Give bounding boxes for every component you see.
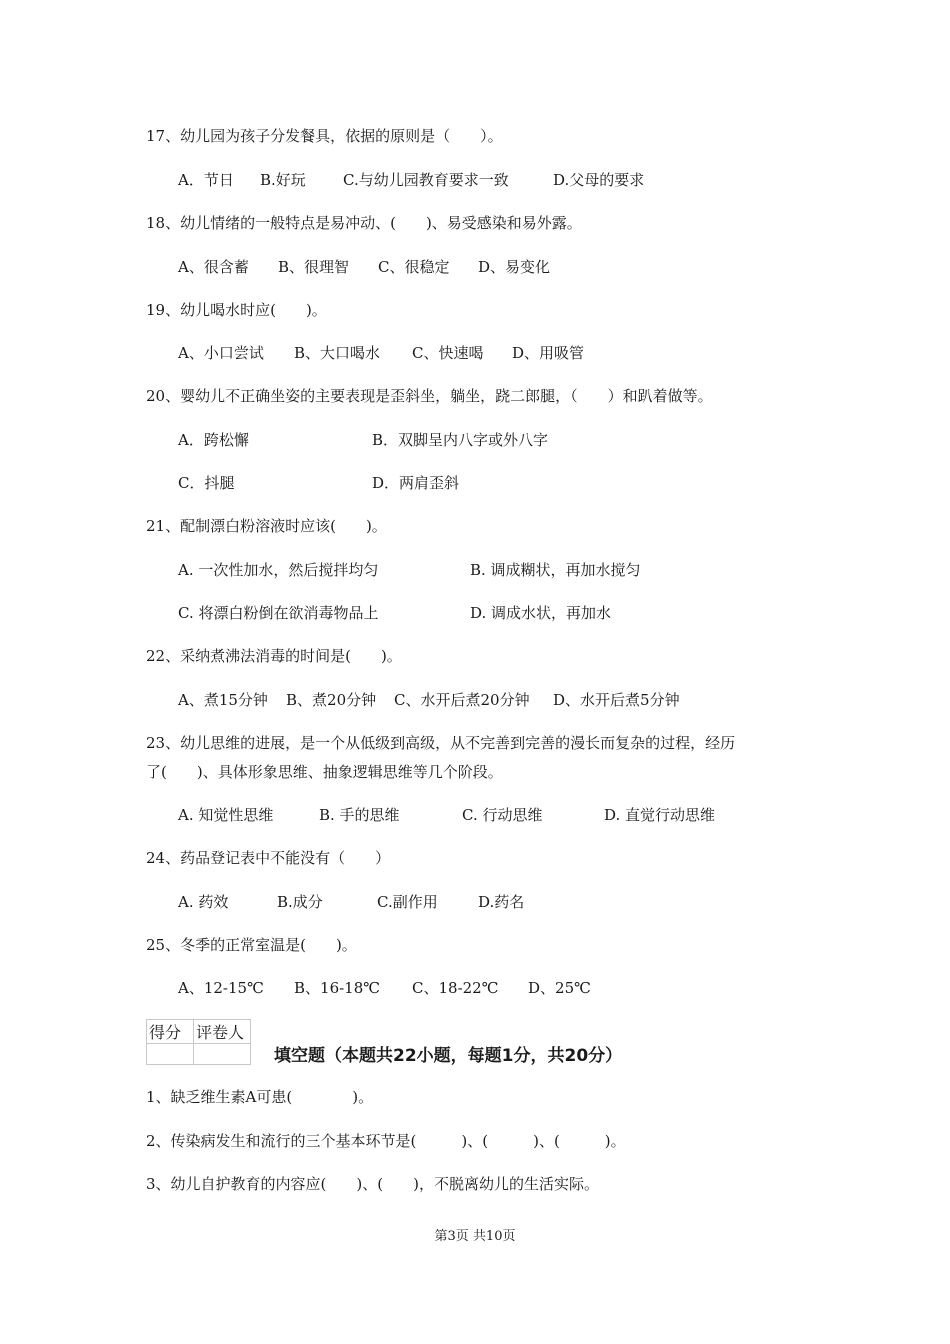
question-25-option-b: B、16-18℃ <box>294 979 381 997</box>
reviewer-label: 评卷人 <box>194 1020 251 1044</box>
question-22-stem: 22、采纳煮沸法消毒的时间是( )。 <box>146 647 402 665</box>
reviewer-cell[interactable] <box>194 1044 251 1065</box>
fill-blank-question-2: 2、传染病发生和流行的三个基本环节是( )、( )、( )。 <box>146 1132 626 1150</box>
fill-blank-question-3: 3、幼儿自护教育的内容应( )、( )，不脱离幼儿的生活实际。 <box>146 1175 599 1193</box>
question-20-stem: 20、婴幼儿不正确坐姿的主要表现是歪斜坐，躺坐，跷二郎腿，（ ）和趴着做等。 <box>146 387 713 405</box>
question-20-option-b: B．双脚呈内八字或外八字 <box>372 431 549 449</box>
question-18-option-b: B、很理智 <box>278 258 350 276</box>
question-19-option-d: D、用吸管 <box>512 344 585 362</box>
question-22-option-c: C、水开后煮20分钟 <box>394 691 530 709</box>
question-23-option-a: A. 知觉性思维 <box>178 806 274 824</box>
question-25-option-a: A、12-15℃ <box>178 979 264 997</box>
question-25-stem: 25、冬季的正常室温是( )。 <box>146 936 357 954</box>
question-21-option-c: C. 将漂白粉倒在欲消毒物品上 <box>178 604 379 622</box>
question-17-option-c: C.与幼儿园教育要求一致 <box>343 171 509 189</box>
question-24-option-c: C.副作用 <box>377 893 438 911</box>
score-label: 得分 <box>147 1020 194 1044</box>
question-24-option-b: B.成分 <box>277 893 323 911</box>
question-21-option-a: A. 一次性加水，然后搅拌均匀 <box>178 561 379 579</box>
question-20-option-c: C．抖腿 <box>178 474 235 492</box>
question-18-option-d: D、易变化 <box>478 258 551 276</box>
question-17-stem: 17、幼儿园为孩子分发餐具，依据的原则是（ ）。 <box>146 127 503 145</box>
question-25-option-c: C、18-22℃ <box>412 979 499 997</box>
question-23-option-c: C. 行动思维 <box>462 806 543 824</box>
question-24-option-a: A. 药效 <box>178 893 229 911</box>
question-21-option-d: D. 调成水状，再加水 <box>470 604 612 622</box>
question-19-option-a: A、小口尝试 <box>178 344 264 362</box>
score-table <box>146 1019 251 1065</box>
score-cell[interactable] <box>147 1044 194 1065</box>
question-21-stem: 21、配制漂白粉溶液时应该( )。 <box>146 517 387 535</box>
question-25-option-d: D、25℃ <box>528 979 591 997</box>
question-24-option-d: D.药名 <box>478 893 525 911</box>
question-18-option-c: C、很稳定 <box>378 258 450 276</box>
question-23-option-b: B. 手的思维 <box>319 806 400 824</box>
question-17-option-b: B.好玩 <box>260 171 306 189</box>
question-22-option-d: D、水开后煮5分钟 <box>553 691 680 709</box>
question-23-stem-line-1: 23、幼儿思维的进展，是一个从低级到高级，从不完善到完善的漫长而复杂的过程，经历 <box>146 734 736 752</box>
page-footer: 第3页 共10页 <box>434 1229 516 1244</box>
question-17-option-d: D.父母的要求 <box>553 171 645 189</box>
question-18-option-a: A、很含蓄 <box>178 258 249 276</box>
question-18-stem: 18、幼儿情绪的一般特点是易冲动、( )、易受感染和易外露。 <box>146 214 582 232</box>
question-22-option-a: A、煮15分钟 <box>178 691 268 709</box>
question-21-option-b: B. 调成糊状，再加水搅匀 <box>470 561 641 579</box>
question-22-option-b: B、煮20分钟 <box>286 691 377 709</box>
question-20-option-a: A．跨松懈 <box>178 431 249 449</box>
question-17-option-a: A．节日 <box>178 171 234 189</box>
fill-blank-question-1: 1、缺乏维生素A可患( )。 <box>146 1088 374 1106</box>
section-title: 填空题（本题共22小题，每题1分，共20分） <box>274 1046 623 1066</box>
question-19-option-b: B、大口喝水 <box>294 344 381 362</box>
question-19-option-c: C、快速喝 <box>412 344 484 362</box>
question-24-stem: 24、药品登记表中不能没有（ ） <box>146 849 391 867</box>
question-19-stem: 19、幼儿喝水时应( )。 <box>146 301 327 319</box>
question-23-option-d: D. 直觉行动思维 <box>604 806 716 824</box>
question-20-option-d: D．两肩歪斜 <box>372 474 460 492</box>
question-23-stem-line-2: 了( )、具体形象思维、抽象逻辑思维等几个阶段。 <box>146 763 503 781</box>
